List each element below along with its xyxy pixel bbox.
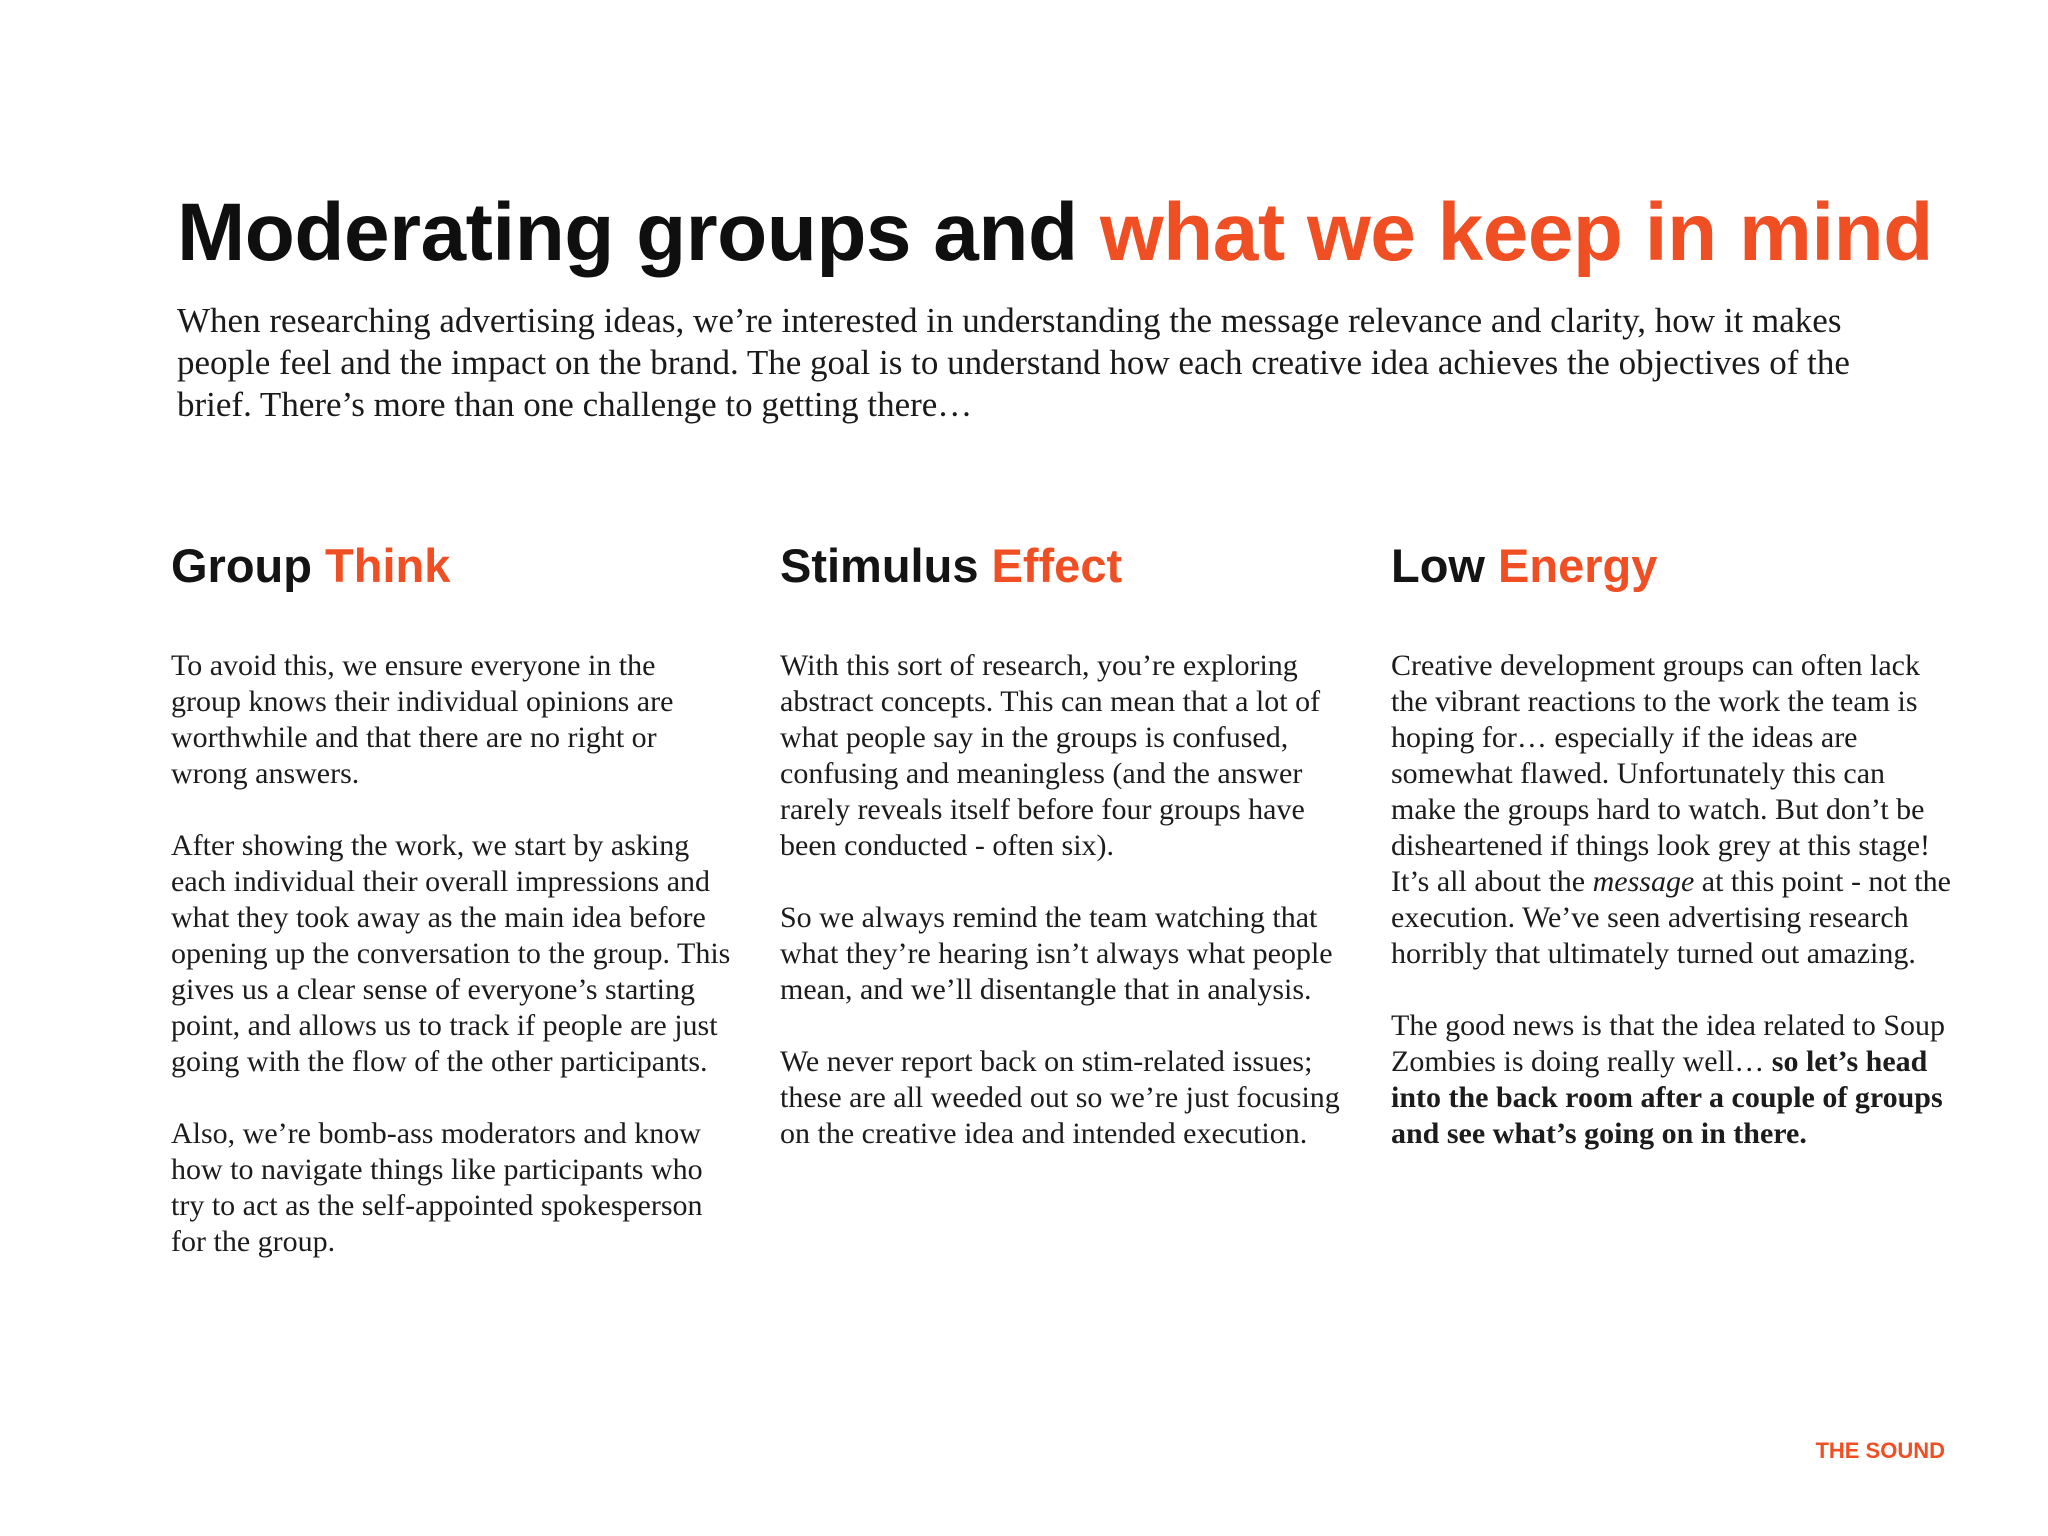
heading-accent: Effect <box>991 539 1123 592</box>
body-paragraph <box>1391 648 1951 972</box>
column-body <box>171 648 731 1260</box>
body-paragraph: Also, we’re bomb-ass moderators and know how to navigate things like participants who try to act as the self-appointed spokesperson for the group. <box>171 1117 703 1258</box>
column-heading <box>1391 530 1951 602</box>
heading-main: Stimulus <box>780 539 992 592</box>
brand-logo-text: THE SOUND <box>1815 1438 1945 1463</box>
body-paragraph: To avoid this, we ensure everyone in the group knows their individual opinions are worthwhile and that there are no right or wrong answers. <box>171 649 674 790</box>
bold-call-to-action: so let’s head into the back room after a couple of groups and see what’s going on in there. <box>1391 1045 1943 1150</box>
column-body <box>1391 648 1951 1152</box>
heading-accent: Think <box>325 539 451 592</box>
page-title <box>177 178 1933 288</box>
column-group-think <box>171 530 731 1260</box>
column-stimulus-effect <box>780 530 1340 1152</box>
column-body <box>780 648 1340 1152</box>
title-accent: what we keep in mind <box>1099 187 1933 278</box>
column-heading <box>780 530 1340 602</box>
body-paragraph <box>1391 1008 1951 1152</box>
body-paragraph: With this sort of research, you’re exploring abstract concepts. This can mean that a lot of what people say in the groups is confused, confusing and meaningless (and the answer rarely reveals itself before four groups have been conducted - often six). <box>780 649 1321 862</box>
heading-main: Low <box>1391 539 1499 592</box>
text-run: at this point - not the execution. We’ve seen advertising research horribly that ultimately turned out amazing. <box>1391 865 1951 970</box>
emphasis-text: message <box>1592 865 1695 898</box>
column-low-energy <box>1391 530 1951 1152</box>
heading-accent: Energy <box>1498 539 1658 592</box>
body-paragraph: We never report back on stim-related issues; these are all weeded out so we’re just focusing on the creative idea and intended execution. <box>780 1045 1340 1150</box>
intro-paragraph: When researching advertising ideas, we’re interested in understanding the message relevance and clarity, how it makes people feel and the impact on the brand. The goal is to understand how each creative idea achieves the objectives of the brief. There’s more than one challenge to getting there… <box>177 301 1850 424</box>
body-paragraph: So we always remind the team watching that what they’re hearing isn’t always what people mean, and we’ll disentangle that in analysis. <box>780 901 1333 1006</box>
heading-main: Group <box>171 539 326 592</box>
title-main: Moderating groups and <box>177 187 1100 278</box>
text-run: The good news is that the idea related to Soup Zombies is doing really well… <box>1391 1009 1946 1078</box>
text-run: Creative development groups can often lack the vibrant reactions to the work the team is hoping for… especially if the ideas are somewhat flawed. Unfortunately this can make the groups hard to watch. But don’t be disheartened if things look grey at this stage! It’s all about the <box>1391 649 1931 898</box>
column-heading <box>171 530 731 602</box>
body-paragraph: After showing the work, we start by asking each individual their overall impressions and what they took away as the main idea before opening up the conversation to the group. This gives us a clear sense of everyone’s starting point, and allows us to track if people are just going with the flow of the other participants. <box>171 829 731 1078</box>
